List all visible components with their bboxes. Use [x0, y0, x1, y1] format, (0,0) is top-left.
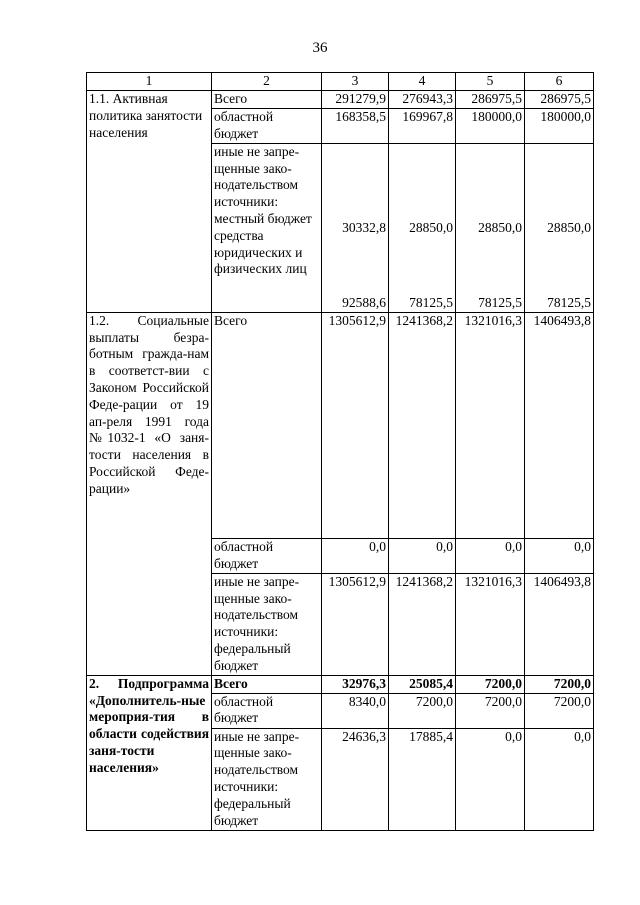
table-row	[87, 312, 594, 538]
value-cell: 0,0	[389, 538, 456, 573]
value-cell: 1406493,8	[525, 312, 594, 538]
value-cell: 291279,9	[322, 91, 389, 109]
value-cell-pair	[525, 143, 594, 312]
value-cell: 180000,0	[525, 108, 594, 143]
value-cell: 1321016,3	[456, 312, 525, 538]
value-cell: 7200,0	[389, 693, 456, 728]
value-cell: 32976,3	[322, 675, 389, 693]
value-cell: 0,0	[322, 538, 389, 573]
value-cell-pair	[456, 143, 525, 312]
value-cell: 92588,6	[342, 295, 386, 310]
column-header-5: 5	[456, 73, 525, 91]
table-header-row	[87, 73, 594, 91]
value-cell: 169967,8	[389, 108, 456, 143]
value-cell: 7200,0	[525, 675, 594, 693]
value-cell: 1305612,9	[322, 573, 389, 675]
value-cell: 276943,3	[389, 91, 456, 109]
value-cell: 30332,8	[342, 219, 386, 235]
section-title-1-1: 1.1. Активная политика занятости населения	[87, 91, 212, 313]
value-cell: 28850,0	[547, 219, 591, 235]
section-title-text: 1.2. Социальные выплаты безра-ботным гражда-нам в соответст-вии с Законом Российской Феде-рации от 19 ап-реля 1991 года №1032-1 «О заня-тости населения в Российской Феде-рации»	[89, 312, 209, 496]
value-cell: 286975,5	[525, 91, 594, 109]
value-cell-pair	[389, 143, 456, 312]
row-label-group	[212, 143, 322, 312]
value-cell: 180000,0	[456, 108, 525, 143]
row-label: иные не запре-щенные зако-нодательством источники: федеральный бюджет	[212, 573, 322, 675]
budget-table	[86, 72, 594, 831]
row-label: областной бюджет	[212, 538, 322, 573]
value-cell: 168358,5	[322, 108, 389, 143]
value-cell: 0,0	[525, 538, 594, 573]
value-cell: 78125,5	[409, 295, 453, 310]
column-header-1: 1	[87, 73, 212, 91]
table-row	[87, 675, 594, 693]
value-cell: 28850,0	[478, 219, 522, 235]
value-cell: 1241368,2	[389, 573, 456, 675]
row-label: иные не запре-щенные зако-нодательством источники: федеральный бюджет	[212, 728, 322, 830]
row-label: Всего	[212, 91, 322, 109]
section-title-2: 2. Подпрограмма «Дополнитель-ные мероприя-тия в области содействия заня-тости населения»	[87, 675, 212, 830]
value-cell: 286975,5	[456, 91, 525, 109]
value-cell: 7200,0	[525, 693, 594, 728]
row-label: Всего	[212, 312, 322, 538]
table-row	[87, 91, 594, 109]
value-cell: 8340,0	[322, 693, 389, 728]
value-cell: 0,0	[456, 538, 525, 573]
value-cell: 1321016,3	[456, 573, 525, 675]
row-label: Всего	[212, 675, 322, 693]
value-cell: 78125,5	[478, 295, 522, 310]
value-cell: 17885,4	[389, 728, 456, 830]
value-cell: 24636,3	[322, 728, 389, 830]
row-label: средства юридических и физических лиц	[214, 227, 307, 277]
value-cell: 7200,0	[456, 693, 525, 728]
column-header-6: 6	[525, 73, 594, 91]
value-cell-pair	[322, 143, 389, 312]
value-cell: 1305612,9	[322, 312, 389, 538]
value-cell: 0,0	[525, 728, 594, 830]
value-cell: 7200,0	[456, 675, 525, 693]
section-title-1-2	[87, 312, 212, 675]
row-label: иные не запре-щенные зако-нодательством источники:	[214, 143, 300, 210]
column-header-3: 3	[322, 73, 389, 91]
value-cell: 0,0	[456, 728, 525, 830]
value-cell: 78125,5	[547, 295, 591, 310]
column-header-2: 2	[212, 73, 322, 91]
value-cell: 1241368,2	[389, 312, 456, 538]
page-number: 36	[312, 40, 328, 56]
value-cell: 28850,0	[409, 219, 453, 235]
value-cell: 25085,4	[389, 675, 456, 693]
column-header-4: 4	[389, 73, 456, 91]
row-label: областной бюджет	[212, 108, 322, 143]
row-label: местный бюджет	[214, 210, 312, 226]
row-label: областной бюджет	[212, 693, 322, 728]
value-cell: 1406493,8	[525, 573, 594, 675]
